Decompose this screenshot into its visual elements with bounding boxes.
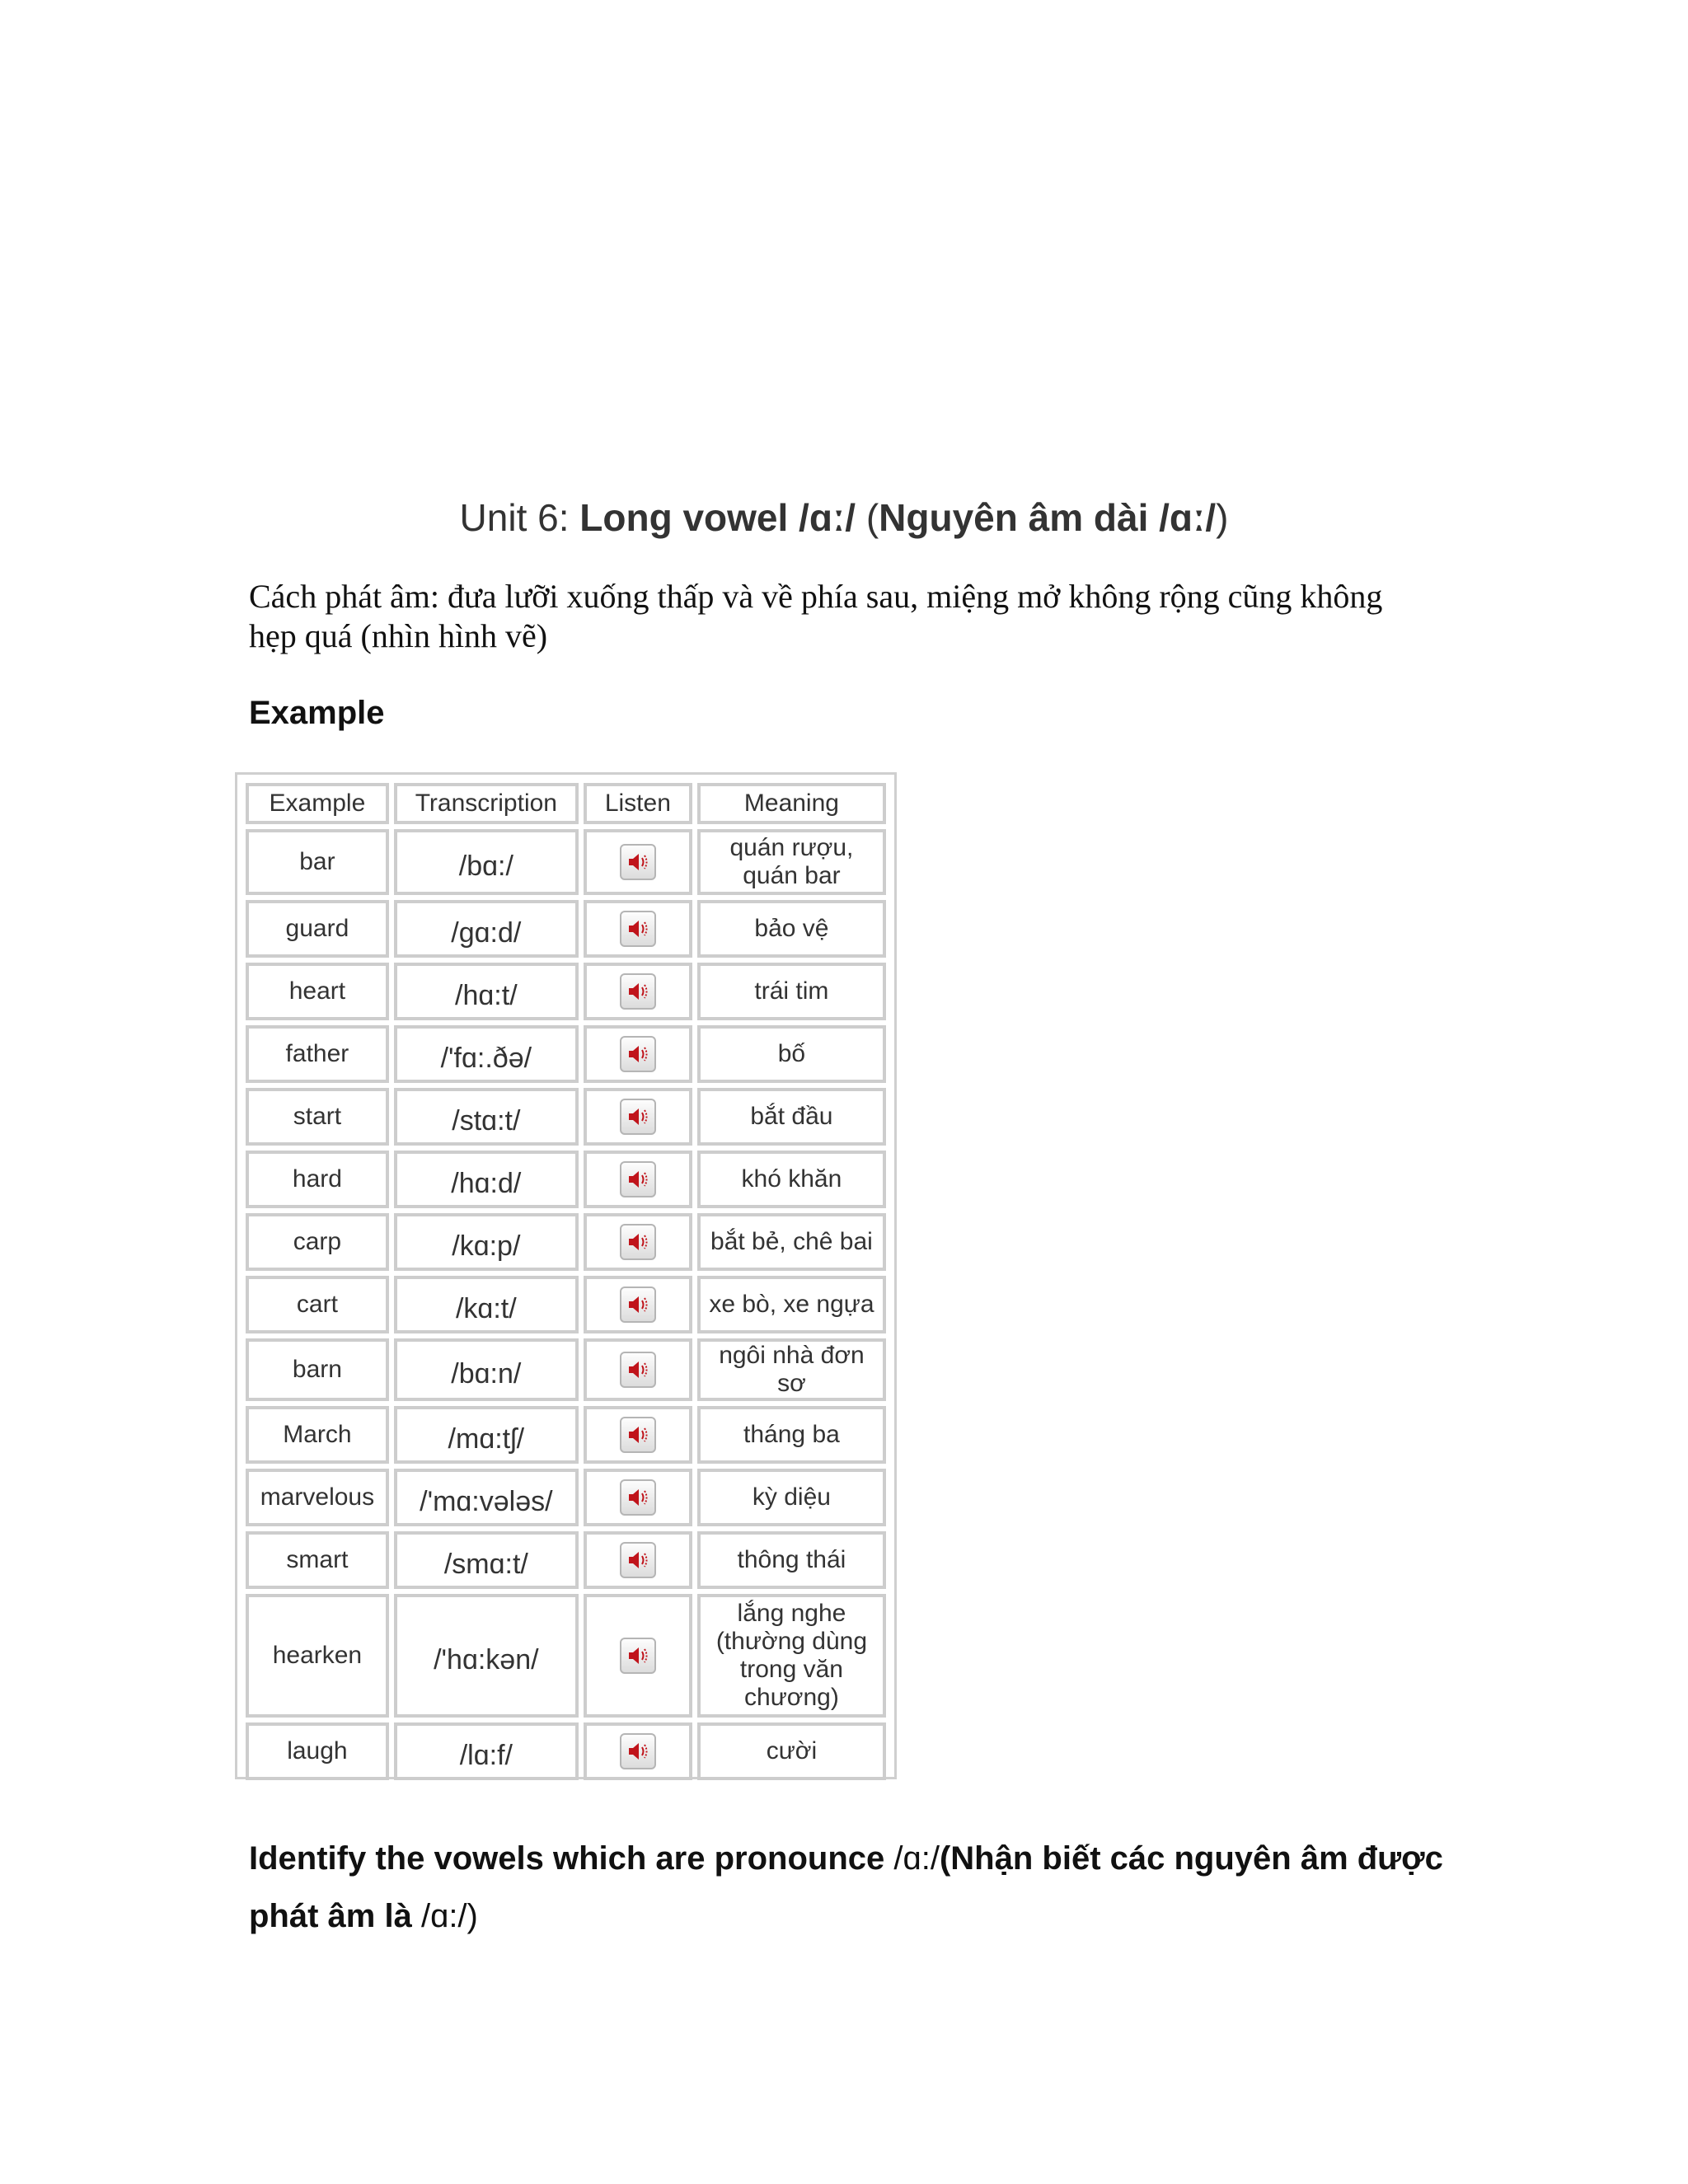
meaning: bố [697, 1025, 886, 1083]
example-word: smart [246, 1531, 389, 1589]
example-heading: Example [249, 695, 385, 731]
meaning: bắt bẻ, chê bai [697, 1213, 886, 1271]
table-row [246, 1338, 886, 1401]
header-example: Example [246, 783, 389, 824]
listen-cell [584, 1338, 692, 1401]
example-word: carp [246, 1213, 389, 1271]
listen-cell [584, 1406, 692, 1464]
title-suffix: ) [1216, 496, 1229, 539]
transcription: /hɑ:t/ [394, 963, 579, 1020]
speaker-icon[interactable] [620, 1479, 656, 1516]
meaning: tháng ba [697, 1406, 886, 1464]
transcription: /'mɑ:vələs/ [394, 1469, 579, 1526]
listen-cell [584, 1469, 692, 1526]
header-meaning: Meaning [697, 783, 886, 824]
listen-cell [584, 1531, 692, 1589]
table-row [246, 1722, 886, 1780]
listen-cell [584, 1025, 692, 1083]
table-header-row [246, 783, 886, 824]
listen-cell [584, 1088, 692, 1146]
table-row [246, 1469, 886, 1526]
identify-close: ) [467, 1898, 478, 1934]
listen-cell [584, 1213, 692, 1271]
listen-cell [584, 829, 692, 895]
speaker-icon[interactable] [620, 1417, 656, 1453]
example-word: hearken [246, 1594, 389, 1718]
example-word: March [246, 1406, 389, 1464]
speaker-icon[interactable] [620, 844, 656, 880]
listen-cell [584, 1151, 692, 1208]
header-listen: Listen [584, 783, 692, 824]
meaning: thông thái [697, 1531, 886, 1589]
example-word: heart [246, 963, 389, 1020]
transcription: /hɑ:d/ [394, 1151, 579, 1208]
speaker-icon[interactable] [620, 1542, 656, 1578]
example-word: guard [246, 900, 389, 958]
identify-ipa-2: /ɑ:/ [420, 1898, 467, 1934]
title-prefix: Unit 6: [459, 496, 580, 539]
speaker-icon[interactable] [620, 1036, 656, 1072]
example-word: barn [246, 1338, 389, 1401]
meaning: ngôi nhà đơn sơ [697, 1338, 886, 1401]
table-row [246, 1213, 886, 1271]
speaker-icon[interactable] [620, 1352, 656, 1388]
table-row [246, 963, 886, 1020]
table-row [246, 900, 886, 958]
speaker-icon[interactable] [620, 1638, 656, 1674]
transcription: /stɑ:t/ [394, 1088, 579, 1146]
vocabulary-table [241, 778, 891, 1785]
meaning: bảo vệ [697, 900, 886, 958]
title-english: Long vowel /ɑː/ [579, 496, 856, 539]
transcription: /'fɑ:.ðə/ [394, 1025, 579, 1083]
meaning: lắng nghe (thường dùng trong văn chương) [697, 1594, 886, 1718]
listen-cell [584, 1276, 692, 1333]
example-word: cart [246, 1276, 389, 1333]
title-middle: ( [856, 496, 879, 539]
example-word: father [246, 1025, 389, 1083]
table-row [246, 1594, 886, 1718]
transcription: /kɑ:p/ [394, 1213, 579, 1271]
meaning: cười [697, 1722, 886, 1780]
title-vietnamese: Nguyên âm dài /ɑː/ [879, 496, 1217, 539]
meaning: khó khăn [697, 1151, 886, 1208]
meaning: quán rượu, quán bar [697, 829, 886, 895]
example-word: marvelous [246, 1469, 389, 1526]
table-body [246, 829, 886, 1780]
transcription: /lɑ:f/ [394, 1722, 579, 1780]
table-row [246, 1406, 886, 1464]
transcription: /bɑ:n/ [394, 1338, 579, 1401]
identify-ipa-1: /ɑ:/ [893, 1840, 940, 1877]
pronunciation-instruction: Cách phát âm: đưa lưỡi xuống thấp và về phía sau, miệng mở không rộng cũng không hẹp quá (nhìn hình vẽ) [249, 578, 1383, 654]
speaker-icon[interactable] [620, 1161, 656, 1197]
example-word: laugh [246, 1722, 389, 1780]
example-word: bar [246, 829, 389, 895]
table-row [246, 1025, 886, 1083]
listen-cell [584, 1722, 692, 1780]
listen-cell [584, 963, 692, 1020]
example-word: start [246, 1088, 389, 1146]
table-row [246, 1088, 886, 1146]
identify-bold-1: Identify the vowels which are pronounce [249, 1840, 894, 1877]
speaker-icon[interactable] [620, 1733, 656, 1769]
table-row [246, 829, 886, 895]
transcription: /gɑ:d/ [394, 900, 579, 958]
listen-cell [584, 900, 692, 958]
transcription: /bɑ:/ [394, 829, 579, 895]
speaker-icon[interactable] [620, 1224, 656, 1260]
transcription: /kɑ:t/ [394, 1276, 579, 1333]
meaning: trái tim [697, 963, 886, 1020]
speaker-icon[interactable] [620, 973, 656, 1010]
table-row [246, 1276, 886, 1333]
header-transcription: Transcription [394, 783, 579, 824]
table-row [246, 1531, 886, 1589]
speaker-icon[interactable] [620, 1286, 656, 1323]
listen-cell [584, 1594, 692, 1718]
table-row [246, 1151, 886, 1208]
transcription: /'hɑ:kən/ [394, 1594, 579, 1718]
transcription: /smɑ:t/ [394, 1531, 579, 1589]
speaker-icon[interactable] [620, 911, 656, 947]
transcription: /mɑ:tʃ/ [394, 1406, 579, 1464]
speaker-icon[interactable] [620, 1099, 656, 1135]
vocabulary-table-container [235, 772, 897, 1779]
meaning: bắt đầu [697, 1088, 886, 1146]
example-word: hard [246, 1151, 389, 1208]
page-title [0, 493, 1688, 542]
identify-bold-2: (Nhận biết các nguyên âm được phát âm là [249, 1840, 1443, 1934]
meaning: xe bò, xe ngựa [697, 1276, 886, 1333]
identify-heading [249, 1830, 1485, 1945]
meaning: kỳ diệu [697, 1469, 886, 1526]
